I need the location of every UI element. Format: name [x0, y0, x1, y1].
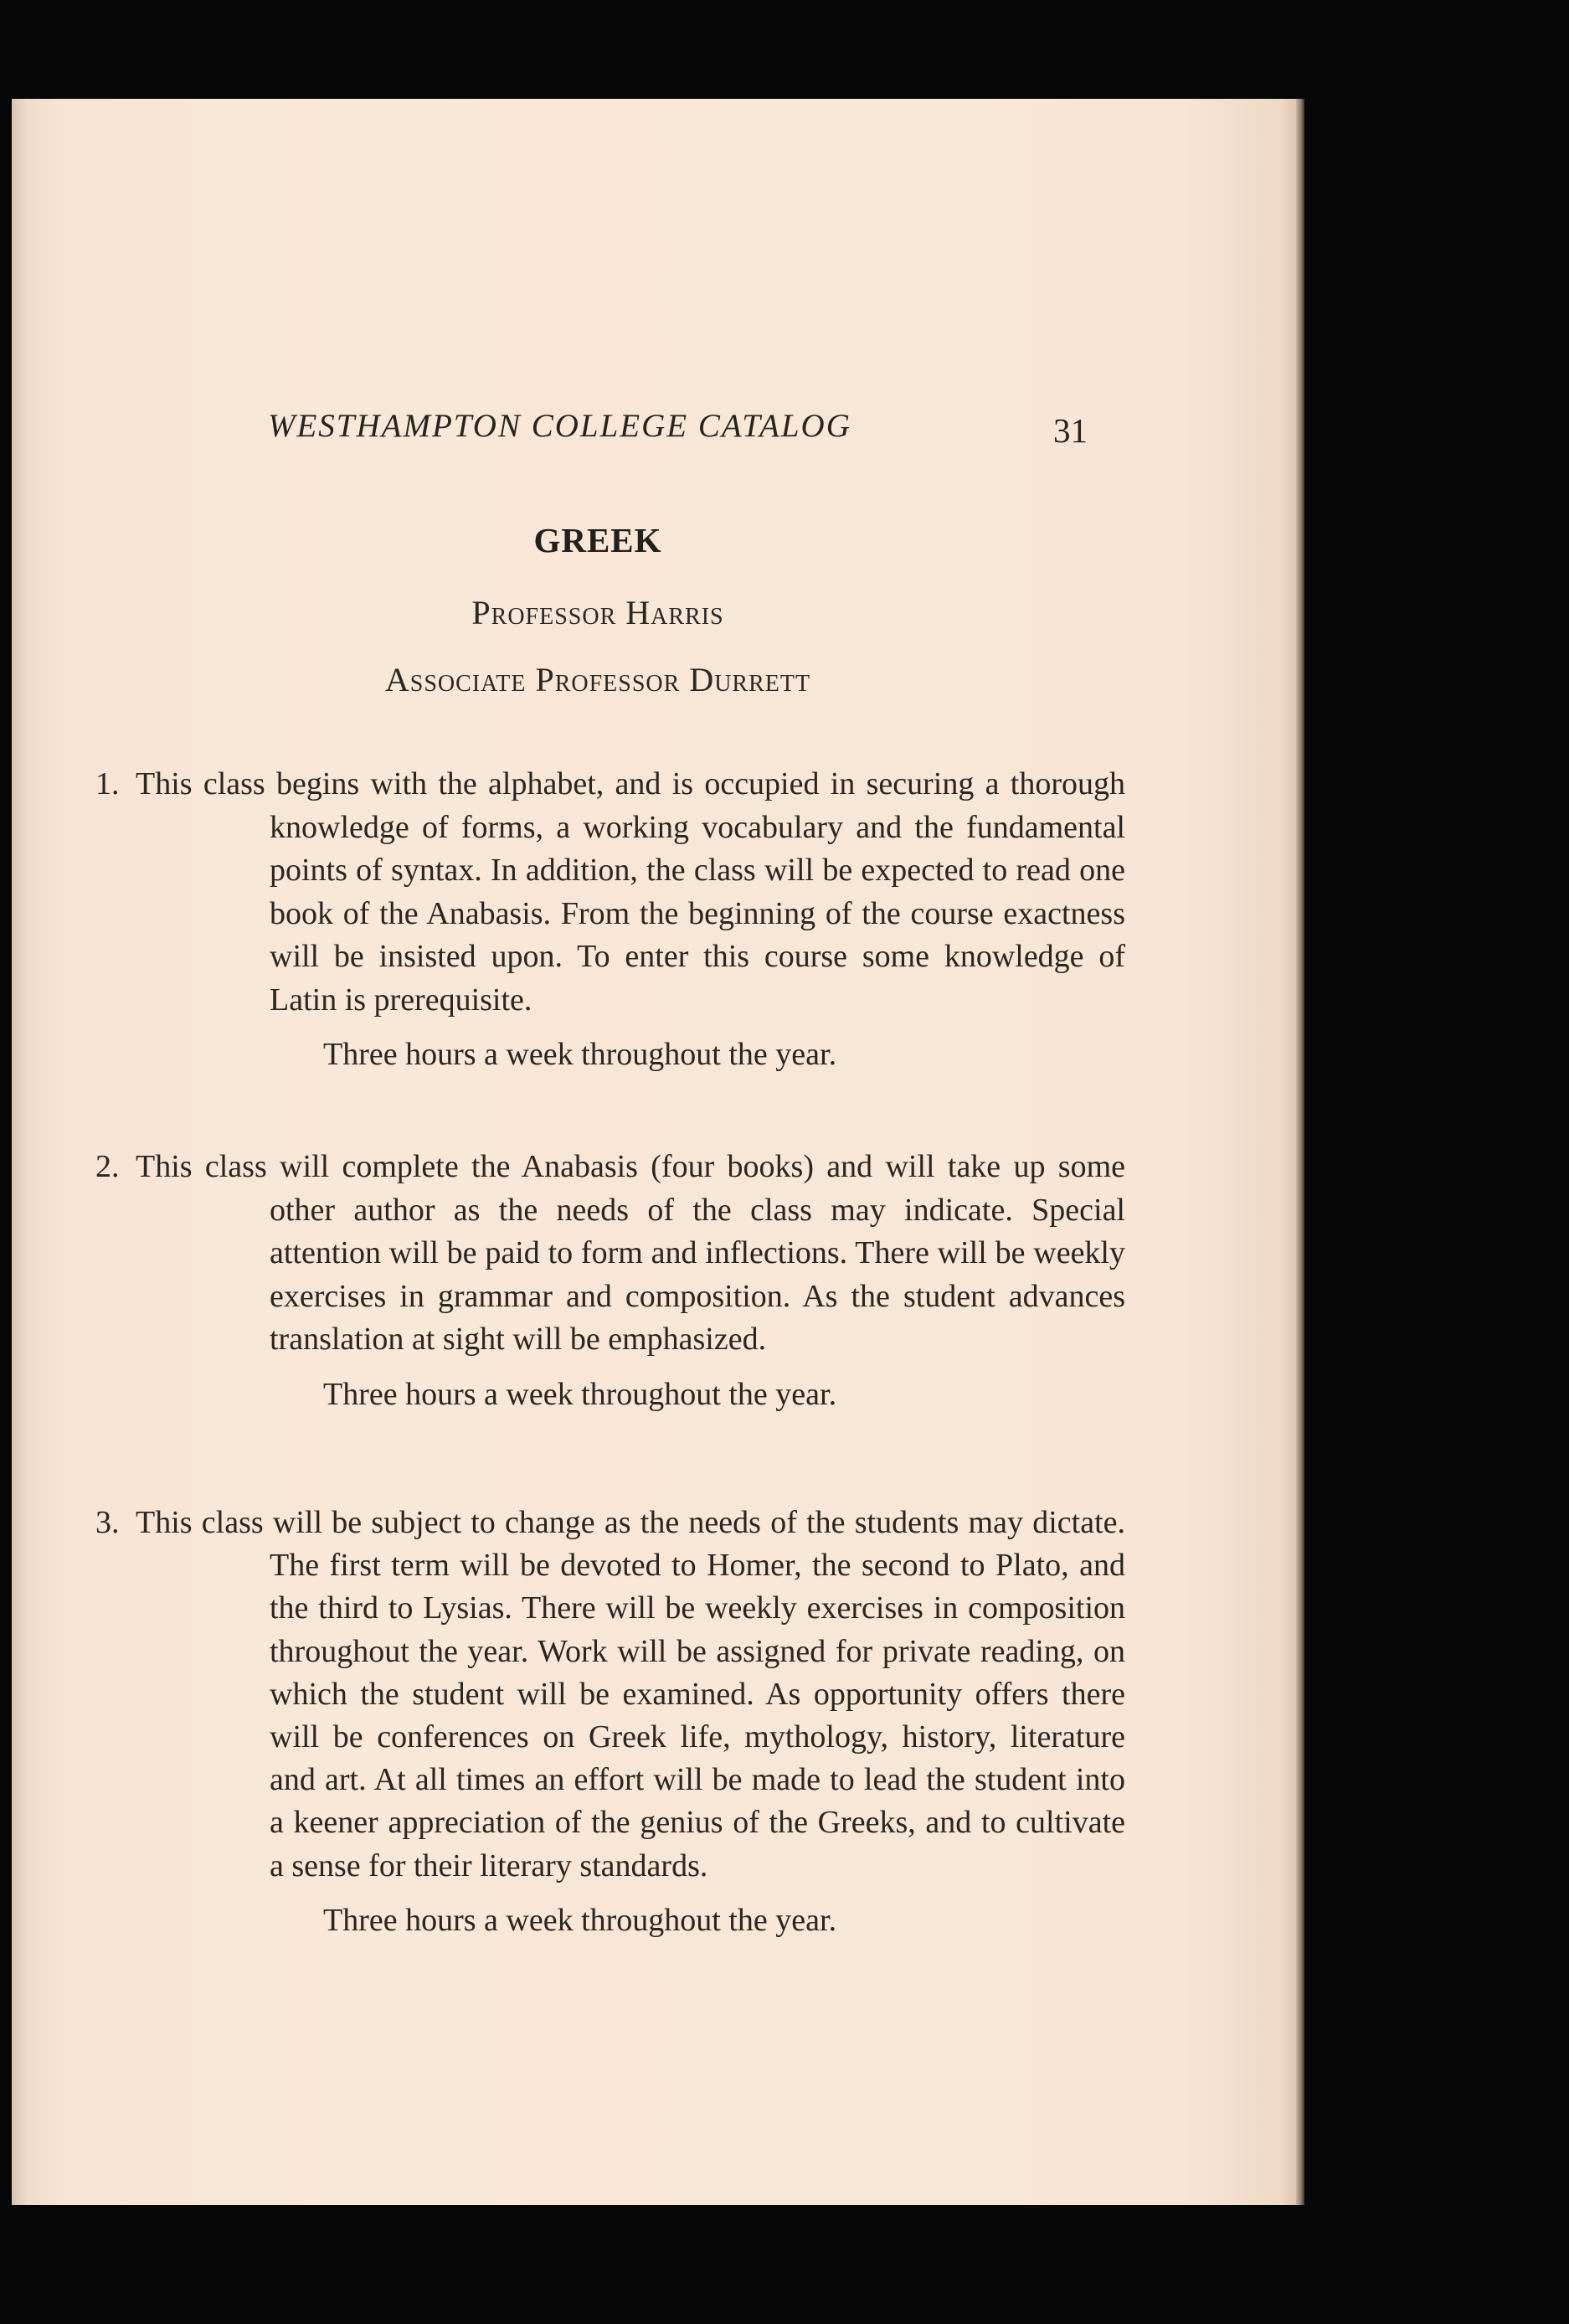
faculty-associate-professor: Associate Professor Durrett	[384, 661, 811, 698]
course-description: This class begins with the alphabet, and is occupied in securing a thorough knowledge of forms, a working vocabulary and the fundamental points of syntax. In addition, the class will be expected to read one book of the Anabasis. From the beginning of the course exactness will be insisted upon. To enter this course some knowledge of Latin is prerequisite.	[136, 766, 1125, 1018]
course-description: This class will complete the Anabasis (four books) and will take up some other author as the needs of the class may indicate. Special attention will be paid to form and inflections. There will be weekly exercises in grammar and composition. As the student advances translation at sight will be emphasized.	[136, 1149, 1125, 1357]
course-entry	[95, 763, 1125, 1077]
course-entry	[95, 1146, 1125, 1416]
course-hours: Three hours a week throughout the year.	[323, 1376, 837, 1412]
course-hours: Three hours a week throughout the year.	[323, 1902, 837, 1938]
catalog-page	[12, 99, 1301, 2205]
faculty-professor: Professor Harris	[471, 594, 724, 631]
course-description: This class will be subject to change as the needs of the students may dictate. The first term will be devoted to Homer, the second to Plato, and the third to Lysias. There will be weekly exercises in composition throughout the year. Work will be assigned for private reading, on which the student will be examined. As opportunity offers there will be conferences on Greek life, mythology, history, literature and art. At all times an effort will be made to lead the student into a keener appreciation of the genius of the Greeks, and to cultivate a sense for their literary standards.	[136, 1505, 1125, 1883]
course-entry	[95, 1502, 1125, 1942]
page-edge	[1296, 99, 1304, 2205]
running-head: WESTHAMPTON COLLEGE CATALOG	[268, 408, 851, 444]
page-number: 31	[1053, 411, 1088, 450]
department-title: GREEK	[533, 521, 662, 559]
course-hours: Three hours a week throughout the year.	[323, 1037, 837, 1072]
course-number: 1.	[95, 766, 120, 801]
course-number: 2.	[95, 1149, 120, 1184]
course-number: 3.	[95, 1505, 120, 1540]
